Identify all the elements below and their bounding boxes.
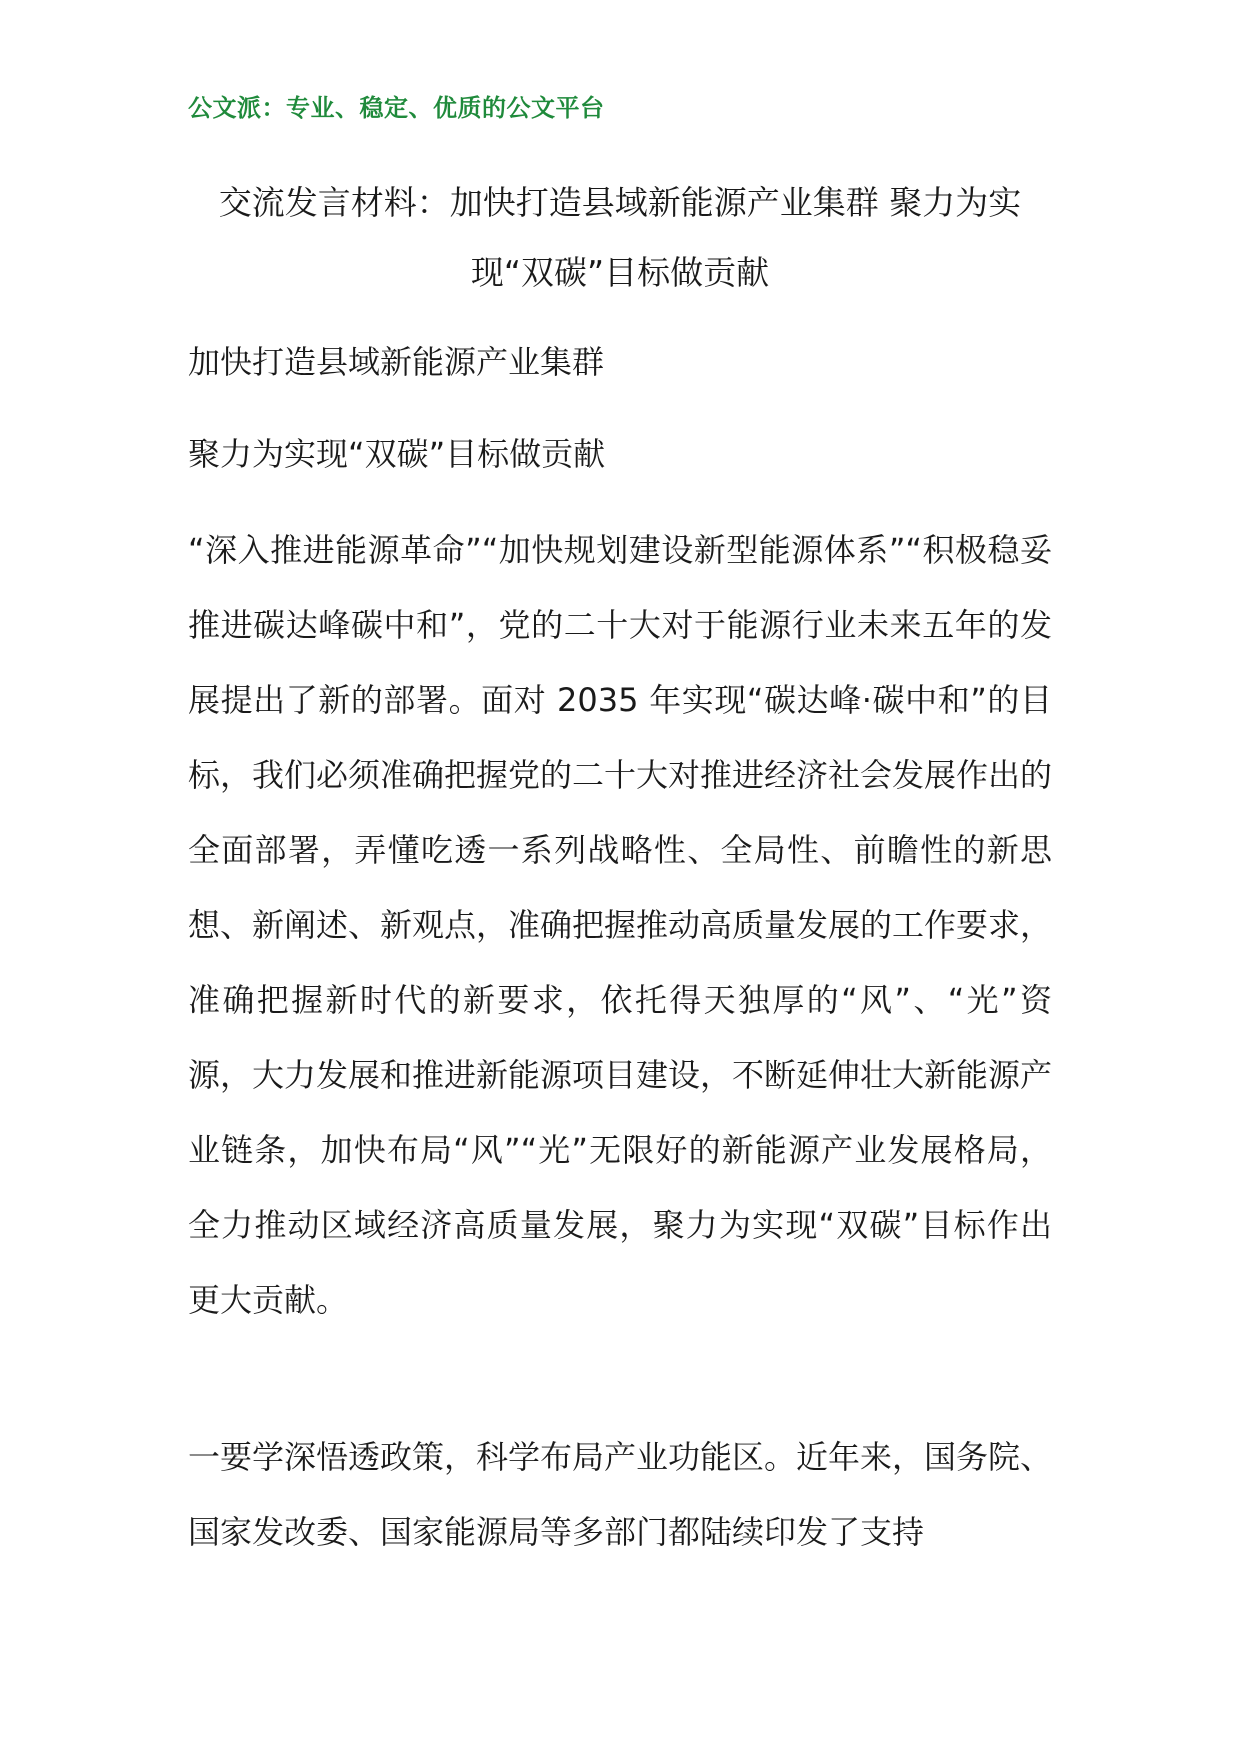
body-paragraph-2: 一要学深悟透政策，科学布局产业功能区。近年来，国务院、国家发改委、国家能源局等多部门都陆续印发了支持 — [188, 1438, 1053, 1551]
brand-header: 公文派：专业、稳定、优质的公文平台 — [188, 93, 605, 122]
subtitle-line-1: 加快打造县域新能源产业集群 — [188, 343, 605, 381]
subtitle-line-2: 聚力为实现“双碳”目标做贡献 — [188, 435, 606, 473]
document-title: 交流发言材料：加快打造县域新能源产业集群 聚力为实现“双碳”目标做贡献 — [218, 183, 1022, 292]
body-paragraph-1: “深入推进能源革命”“加快规划建设新型能源体系”“积极稳妥推进碳达峰碳中和”，党的二十大对于能源行业未来五年的发展提出了新的部署。面对 2035 年实现“碳达峰·碳中和”的目标，我们必须准确把握党的二十大对推进经济社会发展作出的全面部署，弄懂吃透一系列战略性、全局性、前瞻性的新思想、新阐述、新观点，准确把握推动高质量发展的工作要求，准确把握新时代的新要求，依托得天独厚的“风”、“光”资源，大力发展和推进新能源项目建设，不断延伸壮大新能源产业链条，加快布局“风”“光”无限好的新能源产业发展格局，全力推动区域经济高质量发展，聚力为实现“双碳”目标作出更大贡献。 — [188, 531, 1053, 1319]
